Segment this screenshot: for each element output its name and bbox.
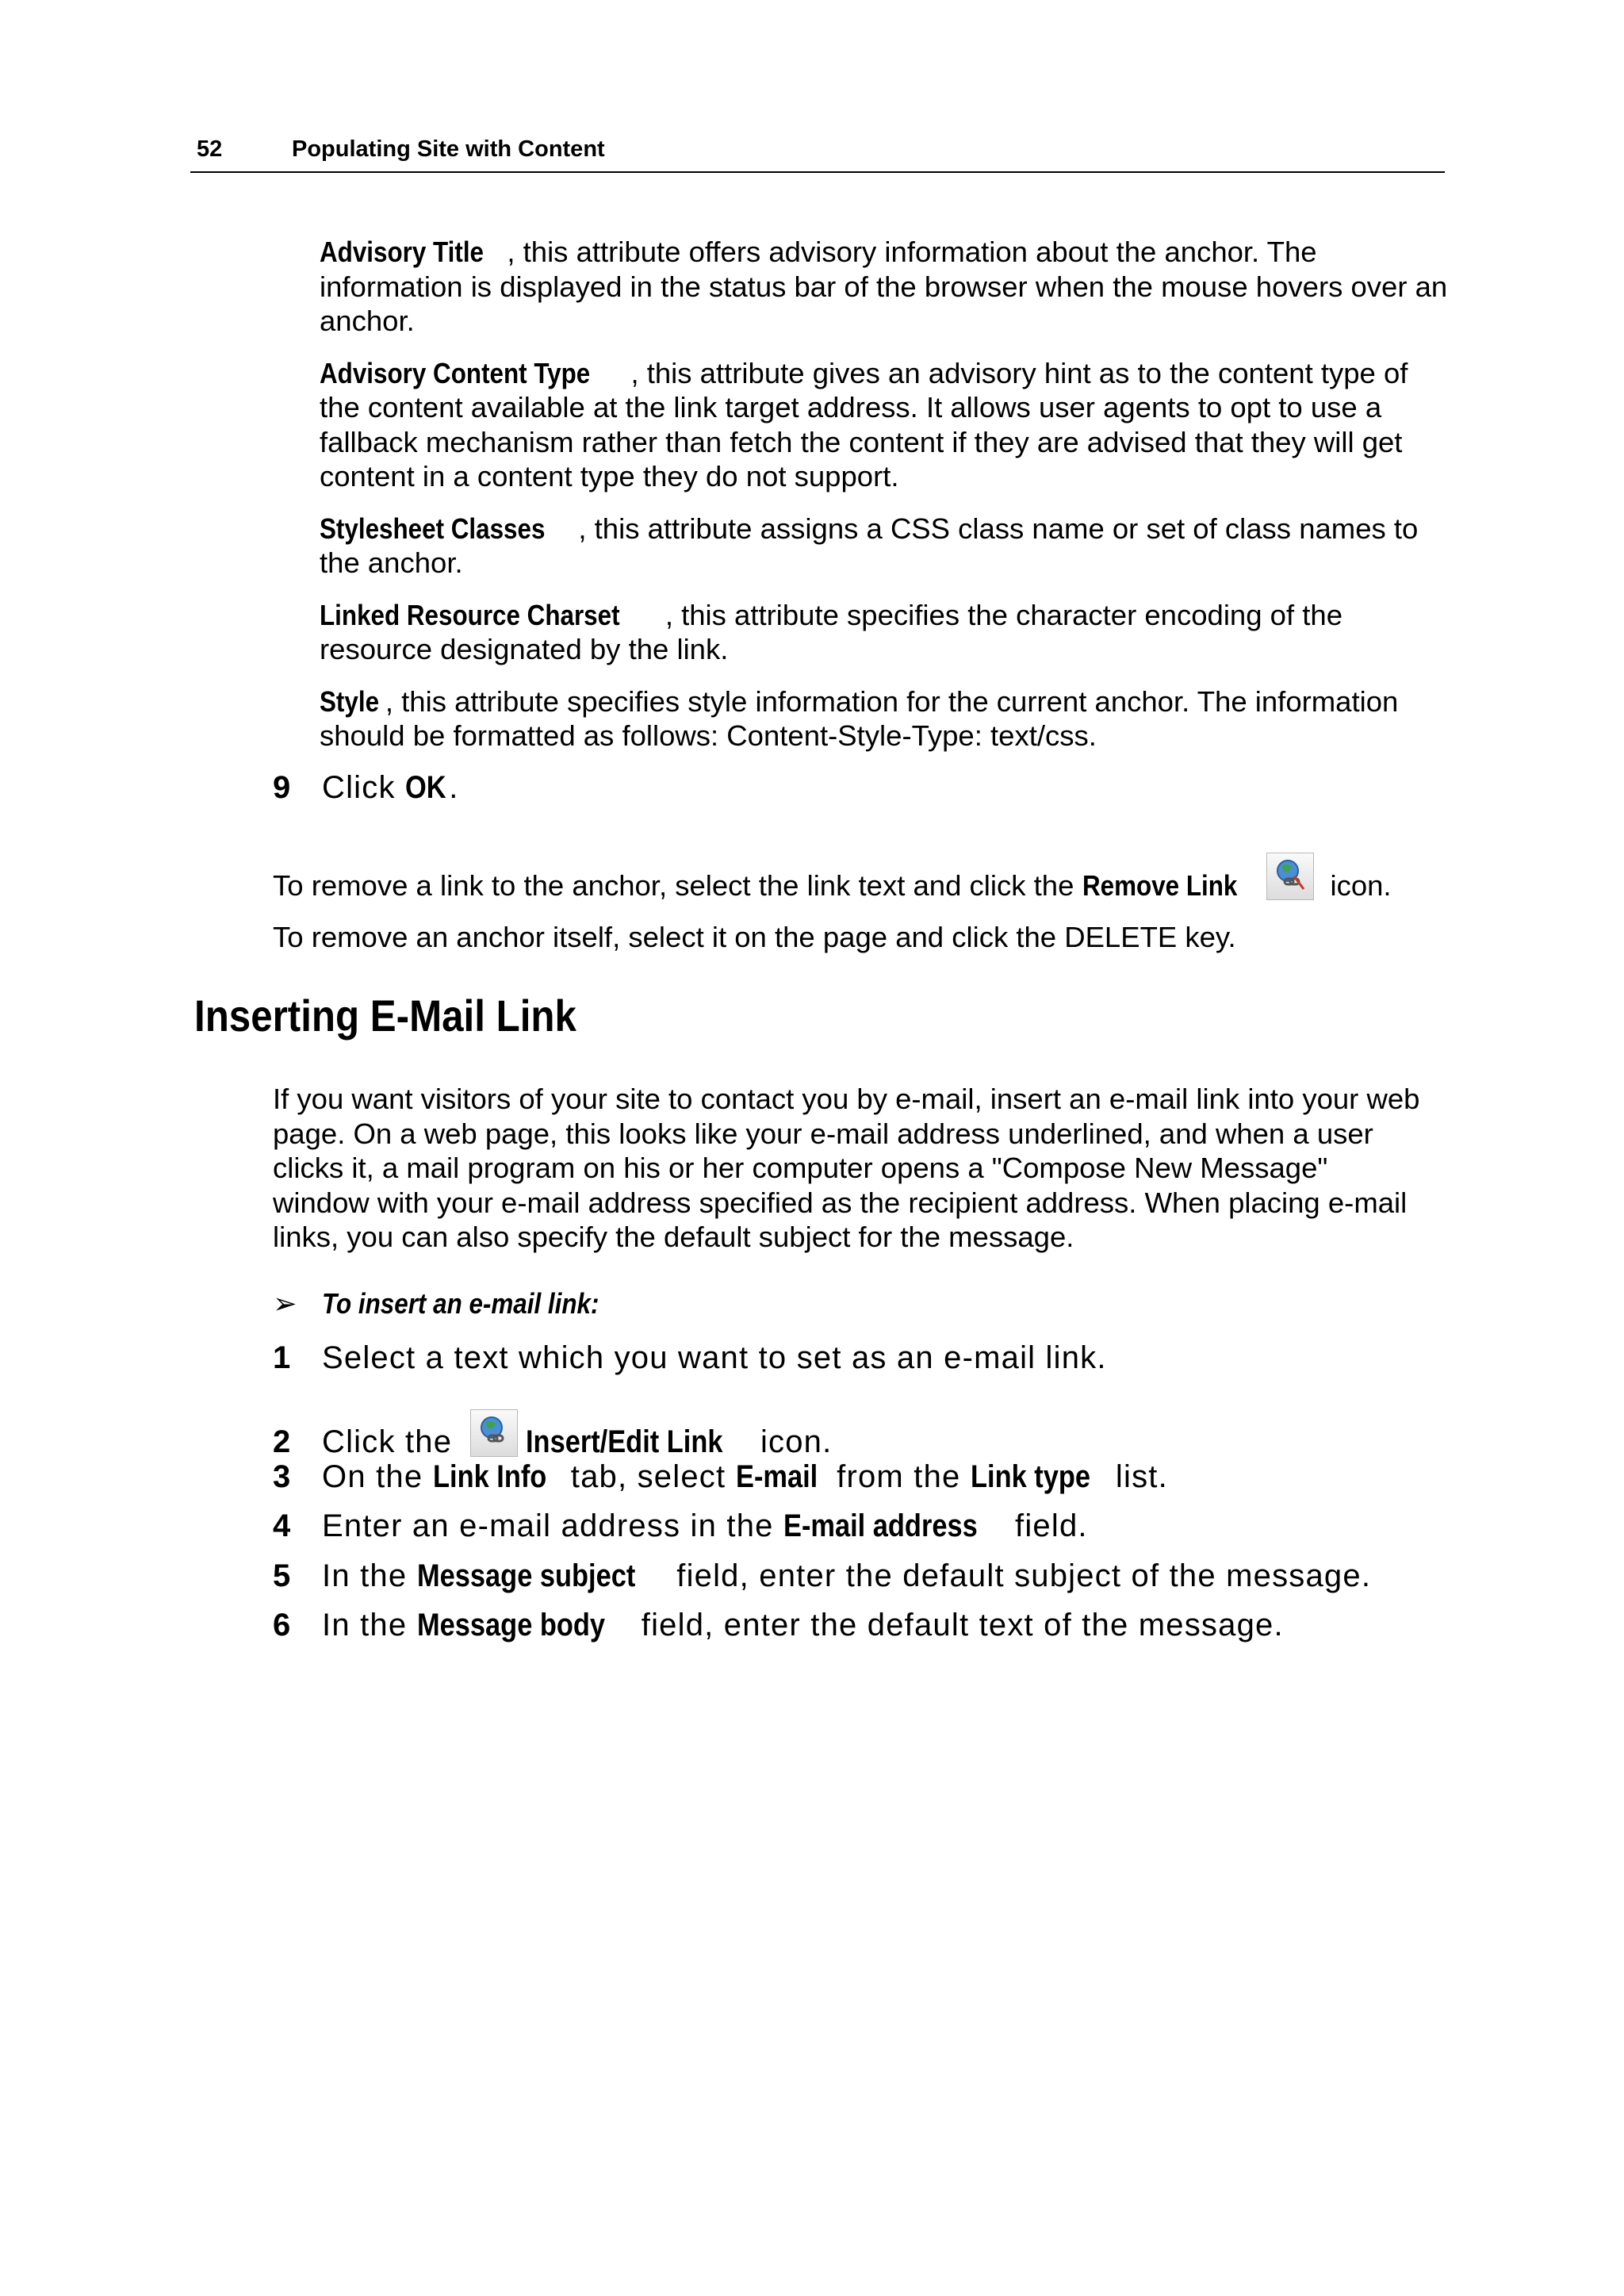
procedure-heading: ➢ To insert an e-mail link:: [273, 1287, 599, 1320]
attribute-style: Style , this attribute specifies style information for the current anchor. The information should be formatted as follows: Content-Style-Type: text/css.: [320, 684, 1399, 752]
attribute-stylesheet-classes: Stylesheet Classes , this attribute assigns a CSS class name or set of class names to the anchor.: [320, 512, 1419, 579]
step-4: 4 Enter an e-mail address in the E-mail address field.: [273, 1508, 1088, 1543]
step-3: 3 On the Link Info tab, select E-mail from the Link type list.: [273, 1459, 1168, 1494]
step-9: 9 Click OK.: [273, 770, 459, 805]
remove-anchor-note: To remove an anchor itself, select it on the page and click the DELETE key.: [273, 921, 1236, 953]
section-heading: Inserting E-Mail Link: [194, 991, 576, 1041]
running-title: Populating Site with Content: [292, 136, 605, 162]
page-header: [190, 135, 1445, 173]
attribute-list: [320, 235, 1454, 771]
step-1: 1 Select a text which you want to set as an e-mail link.: [273, 1340, 1107, 1375]
page-number: 52: [197, 136, 223, 162]
arrow-bullet-icon: ➢: [273, 1287, 297, 1320]
step-5: 5 In the Message subject field, enter the default subject of the message.: [273, 1558, 1372, 1593]
remove-link-note: To remove a link to the anchor, select the link text and click the Remove Link icon.: [273, 853, 1392, 903]
step-6: 6 In the Message body field, enter the default text of the message.: [273, 1608, 1284, 1642]
step-2: 2 Click the Insert/Edit Link icon.: [273, 1409, 832, 1460]
attribute-advisory-content-type: Advisory Content Type , this attribute gives an advisory hint as to the content type of the content available at the link target address. It allows user agents to opt to use a fallback mechanism rather than fetch the content if they are advised that they will get content in a content type they do not support.: [320, 356, 1408, 493]
insert-edit-link-icon: [470, 1409, 518, 1457]
attribute-advisory-title: Advisory Title , this attribute offers advisory information about the anchor. The information is displayed in the status bar of the browser when the mouse hovers over an anchor.: [320, 236, 1448, 337]
attribute-linked-resource-charset: Linked Resource Charset , this attribute specifies the character encoding of the resource designated by the link.: [320, 598, 1342, 665]
remove-link-icon: [1266, 853, 1314, 900]
intro-paragraph: If you want visitors of your site to contact you by e-mail, insert an e-mail link into your web page. On a web page, this looks like your e-mail address underlined, and when a user clicks it, a mail program on his or her computer opens a "Compose New Message" window with your e-mail address specified as the recipient address. When placing e-mail links, you can also specify the default subject for the message.: [273, 1083, 1420, 1253]
